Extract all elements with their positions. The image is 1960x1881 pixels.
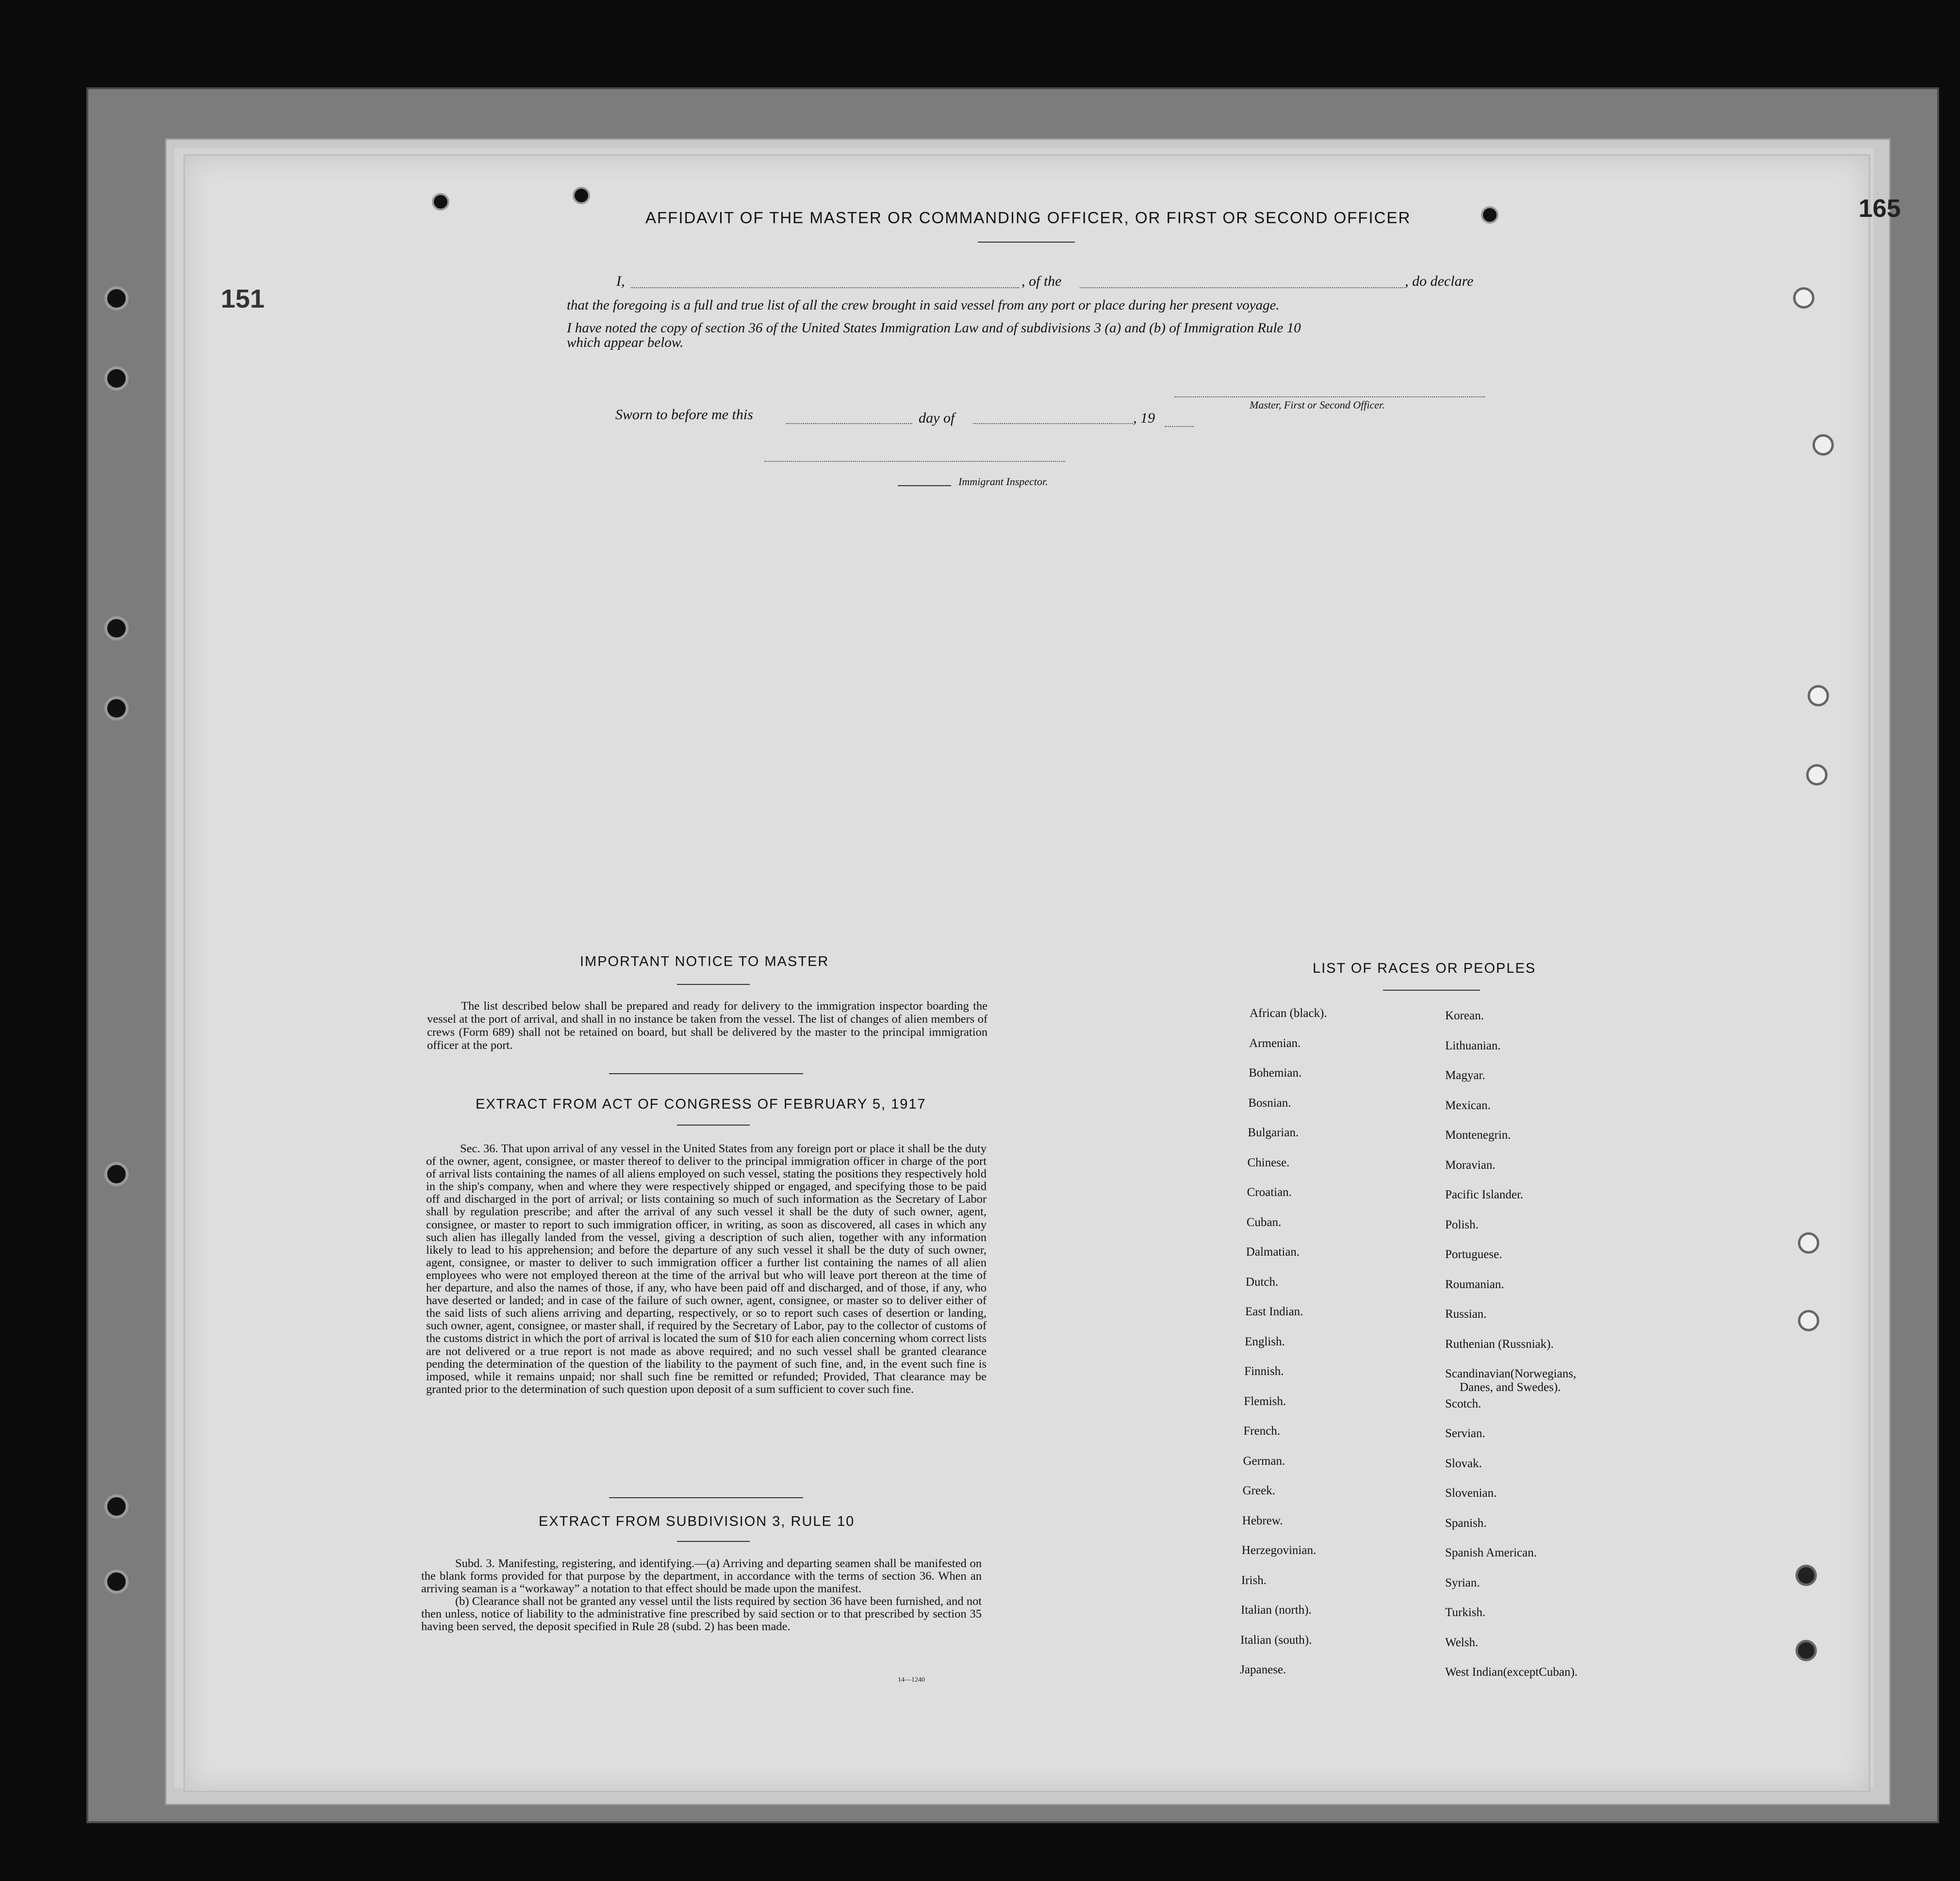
race-item: Croatian. — [1247, 1186, 1292, 1199]
race-item: Russian. — [1445, 1308, 1487, 1321]
rule-paragraph-b: (b) Clearance shall not be granted any vessel until the lists required by section 36 have been furnished, and not then unless, notice of liability to the administrative fine prescribed by said section or to that prescribed by section 35 having been served, the deposit specified in Rule 28 (subd. 2) has been made. — [421, 1595, 982, 1633]
binder-hole-icon — [104, 616, 129, 640]
race-item: Servian. — [1445, 1427, 1485, 1440]
punch-hole-icon — [1793, 287, 1814, 309]
race-item: Cuban. — [1246, 1215, 1282, 1229]
race-item: Turkish. — [1445, 1606, 1486, 1619]
race-item: Spanish American. — [1445, 1546, 1537, 1559]
punch-hole-icon — [1798, 1232, 1819, 1254]
race-item: Bulgarian. — [1248, 1126, 1299, 1139]
inspector-dash — [898, 485, 951, 486]
act-divider — [677, 1125, 750, 1126]
race-item: Slovak. — [1445, 1456, 1482, 1470]
form-number: 14—1240 — [898, 1676, 925, 1684]
race-item: German. — [1243, 1454, 1285, 1468]
rule-extract-title: EXTRACT FROM SUBDIVISION 3, RULE 10 — [539, 1514, 855, 1529]
inspector-signature-blank[interactable] — [764, 461, 1065, 462]
notice-title: IMPORTANT NOTICE TO MASTER — [580, 954, 829, 969]
sworn-day-blank[interactable] — [786, 423, 912, 424]
page-number: 165 — [1859, 195, 1901, 223]
binder-hole-icon — [104, 1162, 129, 1186]
race-item: Slovenian. — [1445, 1487, 1497, 1500]
act-section-rule — [609, 1497, 803, 1498]
race-item: Pacific Islander. — [1445, 1188, 1524, 1201]
race-item: Syrian. — [1445, 1576, 1480, 1589]
race-item: Spanish. — [1445, 1516, 1487, 1530]
vessel-blank[interactable] — [1080, 287, 1405, 288]
race-item: Dalmatian. — [1246, 1245, 1300, 1259]
race-item: French. — [1243, 1424, 1281, 1438]
binder-hole-icon — [104, 1570, 129, 1594]
affidavit-title: AFFIDAVIT OF THE MASTER OR COMMANDING OFFICER, OR FIRST OR SECOND OFFICER — [645, 209, 1411, 227]
punch-hole-icon — [1798, 1310, 1819, 1331]
signature-blank[interactable] — [1174, 396, 1485, 397]
sheet-stamp: 151 — [221, 284, 265, 313]
binder-hole-icon — [104, 1494, 129, 1519]
race-item: Japanese. — [1240, 1663, 1286, 1676]
race-item: Hebrew. — [1242, 1514, 1283, 1527]
race-item: Welsh. — [1445, 1636, 1479, 1649]
notice-section-rule — [609, 1073, 803, 1074]
notice-paragraph: The list described below shall be prepared and ready for delivery to the immigration inspector boarding the vessel at the port of arrival, and shall in no instance be taken from the vessel. The list of changes of alien members of crews (Form 689) shall not be retained on board, but shall be delivered by the master to the principal immigration officer at the port. — [427, 999, 988, 1052]
race-item: Mexican. — [1445, 1098, 1491, 1112]
race-item: East Indian. — [1245, 1305, 1303, 1318]
affidavit-line2: that the foregoing is a full and true list of all the crew brought in said vessel from any port or place during her present voyage. — [567, 297, 1280, 313]
sworn-month-blank[interactable] — [973, 423, 1133, 424]
race-item: Bohemian. — [1249, 1066, 1302, 1080]
race-item: Lithuanian. — [1445, 1039, 1501, 1052]
signature-caption: Master, First or Second Officer. — [1250, 399, 1385, 411]
race-item: Finnish. — [1244, 1365, 1284, 1378]
title-divider — [978, 242, 1075, 243]
race-item-continuation: Danes, and Swedes). — [1460, 1381, 1561, 1394]
punch-hole-icon — [432, 193, 449, 211]
punch-hole-icon — [1481, 206, 1499, 224]
notice-divider — [677, 984, 750, 985]
race-item: Scotch. — [1445, 1397, 1482, 1410]
binder-hole-icon — [104, 286, 129, 311]
act-extract-title: EXTRACT FROM ACT OF CONGRESS OF FEBRUARY 5, 1917 — [476, 1096, 926, 1112]
rule-extract-text — [421, 1557, 982, 1633]
race-item: West Indian(exceptCuban). — [1445, 1666, 1578, 1679]
race-item: English. — [1245, 1335, 1285, 1348]
race-item: Moravian. — [1445, 1158, 1496, 1172]
inspector-caption: Immigrant Inspector. — [958, 475, 1048, 488]
races-title: LIST OF RACES OR PEOPLES — [1313, 961, 1536, 976]
race-item: Herzegovinian. — [1241, 1544, 1317, 1557]
race-item: Bosnian. — [1248, 1096, 1291, 1110]
affidavit-line3: I have noted the copy of section 36 of the United States Immigration Law and of subdivisions 3 (a) and (b) of Immigration Rule 10 — [567, 320, 1301, 336]
race-item: Armenian. — [1249, 1036, 1301, 1050]
race-item: Italian (north). — [1241, 1603, 1312, 1617]
race-item: Dutch. — [1245, 1275, 1279, 1289]
race-item: Flemish. — [1244, 1394, 1286, 1408]
race-item: Greek. — [1242, 1484, 1275, 1497]
punch-hole-icon — [1806, 764, 1828, 785]
race-item: Polish. — [1445, 1218, 1479, 1231]
manifest-page — [183, 154, 1870, 1792]
binder-hole-icon — [104, 696, 129, 720]
affidavit-line4: which appear below. — [567, 335, 684, 350]
binder-hole-icon — [104, 366, 129, 391]
affidavit-line1-i: I, — [616, 273, 625, 289]
race-item: Magyar. — [1445, 1069, 1485, 1082]
race-item: Scandinavian(Norwegians, — [1445, 1367, 1577, 1380]
race-item: Italian (south). — [1240, 1633, 1312, 1647]
race-item: African (black). — [1250, 1007, 1327, 1020]
day-of-label: day of — [919, 410, 955, 426]
year-label: , 19 — [1133, 410, 1155, 426]
race-item: Roumanian. — [1445, 1277, 1504, 1291]
punch-hole-icon — [1795, 1640, 1817, 1661]
races-divider — [1383, 990, 1480, 991]
name-blank[interactable] — [631, 287, 1019, 288]
race-item: Korean. — [1445, 1009, 1484, 1022]
affidavit-line1-of: , of the — [1021, 273, 1062, 289]
race-item: Montenegrin. — [1445, 1129, 1511, 1142]
punch-hole-icon — [1808, 685, 1829, 706]
race-item: Irish. — [1241, 1573, 1267, 1587]
race-item: Portuguese. — [1445, 1248, 1502, 1261]
notice-text — [427, 999, 988, 1052]
sworn-label: Sworn to before me this — [615, 407, 753, 423]
affidavit-line1-declare: , do declare — [1405, 273, 1474, 289]
act-extract-text — [426, 1143, 987, 1396]
rule-paragraph-a: Subd. 3. Manifesting, registering, and identifying.—(a) Arriving and departing seamen shall be manifested on the blank forms provided for that purpose by the department, in accordance with the terms of section 36. When an arriving seaman is a “workaway” a notation to that effect should be made upon the manifest. — [421, 1557, 982, 1595]
punch-hole-icon — [1795, 1565, 1817, 1586]
race-item: Chinese. — [1247, 1156, 1290, 1169]
sworn-year-blank[interactable] — [1165, 426, 1194, 427]
punch-hole-icon — [573, 187, 590, 204]
act-paragraph: Sec. 36. That upon arrival of any vessel in the United States from any foreign port or place it shall be the duty of the owner, agent, consignee, or master thereof to deliver to the principal immigration officer in charge of the port of arrival lists containing the names of all aliens employed on such vessel, stating the positions they respectively hold in the ship's company, when and where they were respectively shipped or engaged, and specifying those to be paid off and discharged in the port of arrival; or lists containing so much of such information as the Secretary of Labor shall by regulation prescribe; and after the arrival of any such vessel it shall be the duty of such owner, agent, consignee, or master to report to such immigration officer, in writing, as soon as discovered, all cases in which any such alien has illegally landed from the vessel, giving a description of such alien, together with any information likely to lead to his apprehension; and before the departure of any such vessel it shall be the duty of such owner, agent, consignee, or master to deliver to such immigration officer a further list containing the names of all alien employees who were not employed thereon at the time of the arrival but who will leave port thereon at the time of her departure, and also the names of those, if any, who have been paid off and discharged, and of those, if any, who have deserted or landed; and in case of the failure of such owner, agent, consignee, or master so to deliver either of the said lists of such aliens arriving and departing, respectively, or so to report such cases of desertion or landing, such owner, agent, consignee, or master shall, if required by the Secretary of Labor, pay to the collector of customs of the customs district in which the port of arrival is located the sum of $10 for each alien concerning whom correct lists are not delivered or a true report is not made as above required; and no such vessel shall be granted clearance pending the determination of the question of the liability to the payment of such fine, and, in the event such fine is imposed, while it remains unpaid; nor shall such fine be remitted or refunded; Provided, That clearance may be granted prior to the determination of such question upon deposit of a sum sufficient to cover such fine. — [426, 1142, 987, 1396]
race-item: Ruthenian (Russniak). — [1445, 1337, 1554, 1351]
rule-divider — [677, 1541, 750, 1542]
punch-hole-icon — [1812, 434, 1834, 456]
